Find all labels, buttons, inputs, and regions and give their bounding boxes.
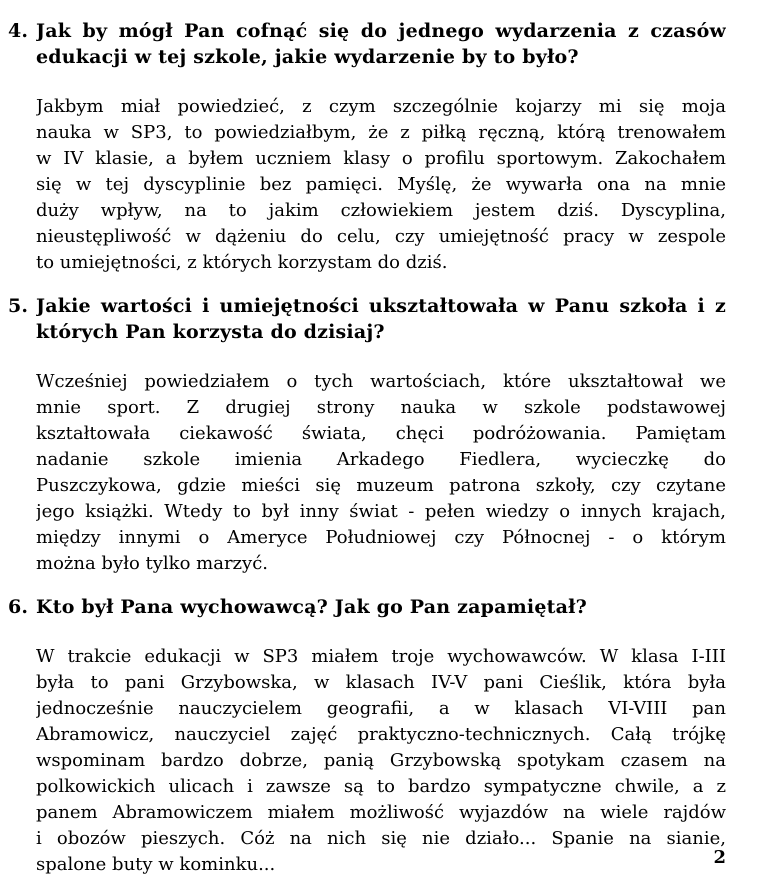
answer-line: polkowickich ulicach i zawsze są to bardzo sympatyczne chwile, a z bbox=[36, 776, 726, 797]
answer-line: to umiejętności, z których korzystam do dziś. bbox=[36, 252, 448, 273]
answer-line: była to pani Grzybowska, w klasach IV-V pani Cieślik, która była bbox=[36, 672, 726, 693]
answer-line: Jakbym miał powiedzieć, z czym szczególnie kojarzy mi się moja bbox=[36, 96, 726, 117]
question bbox=[8, 293, 726, 345]
answer-line: duży wpływ, na to jakim człowiekiem jestem dziś. Dyscyplina, bbox=[36, 200, 726, 221]
answer-line: mnie sport. Z drugiej strony nauka w szkole podstawowej bbox=[36, 397, 726, 418]
answer bbox=[36, 369, 726, 577]
page-number: 2 bbox=[713, 847, 726, 868]
question-line: Kto był Pana wychowawcą? Jak go Pan zapamiętał? bbox=[36, 596, 587, 618]
answer-line: Wcześniej powiedziałem o tych wartościach, które ukształtował we bbox=[36, 371, 726, 392]
question-line: których Pan korzysta do dzisiaj? bbox=[36, 321, 385, 343]
question bbox=[8, 18, 726, 70]
question-line: edukacji w tej szkole, jakie wydarzenie by to było? bbox=[36, 46, 579, 68]
answer-line: spalone buty w kominku... bbox=[36, 854, 276, 875]
answer-line: W trakcie edukacji w SP3 miałem troje wychowawców. W klasa I-III bbox=[36, 646, 726, 667]
question-line: Jakie wartości i umiejętności ukształtowała w Panu szkoła i z bbox=[36, 295, 726, 317]
question-line: Jak by mógł Pan cofnąć się do jednego wydarzenia z czasów bbox=[36, 20, 726, 42]
question-text bbox=[36, 18, 726, 70]
question-text bbox=[36, 594, 726, 620]
question-number: 4. bbox=[8, 20, 29, 42]
answer bbox=[36, 94, 726, 276]
answer-line: Puszczykowa, gdzie mieści się muzeum patrona szkoły, czy czytane bbox=[36, 475, 726, 496]
answer-line: nauka w SP3, to powiedziałbym, że z piłką ręczną, którą trenowałem bbox=[36, 122, 726, 143]
answer-line: w IV klasie, a byłem uczniem klasy o profilu sportowym. Zakochałem bbox=[36, 148, 726, 169]
answer bbox=[36, 644, 726, 875]
answer-line: panem Abramowiczem miałem możliwość wyjazdów na wiele rajdów bbox=[36, 802, 726, 823]
question-text bbox=[36, 293, 726, 345]
question bbox=[8, 594, 726, 620]
answer-line: można było tylko marzyć. bbox=[36, 553, 269, 574]
question-number: 6. bbox=[8, 596, 29, 618]
answer-line: nadanie szkole imienia Arkadego Fiedlera, wycieczkę do bbox=[36, 449, 726, 470]
answer-line: się w tej dyscyplinie bez pamięci. Myślę, że wywarła ona na mnie bbox=[36, 174, 726, 195]
qa-block bbox=[8, 18, 726, 276]
answer-line: jednocześnie nauczycielem geografii, a w klasach VI-VIII pan bbox=[36, 698, 726, 719]
answer-line: i obozów pieszych. Cóż na nich się nie działo... Spanie na sianie, bbox=[36, 828, 726, 849]
answer-line: Abramowicz, nauczyciel zajęć praktyczno-technicznych. Całą trójkę bbox=[36, 724, 726, 745]
answer-line: nieustępliwość w dążeniu do celu, czy umiejętność pracy w zespole bbox=[36, 226, 726, 247]
answer-line: kształtowała ciekawość świata, chęci podróżowania. Pamiętam bbox=[36, 423, 726, 444]
qa-block bbox=[8, 293, 726, 577]
answer-line: wspominam bardzo dobrze, panią Grzybowską spotykam czasem na bbox=[36, 750, 726, 771]
answer-line: jego książki. Wtedy to był inny świat - pełen wiedzy o innych krajach, bbox=[36, 501, 726, 522]
answer-line: między innymi o Ameryce Południowej czy Północnej - o którym bbox=[36, 527, 726, 548]
qa-block bbox=[8, 594, 726, 875]
qa-list bbox=[8, 18, 726, 875]
question-number: 5. bbox=[8, 295, 29, 317]
